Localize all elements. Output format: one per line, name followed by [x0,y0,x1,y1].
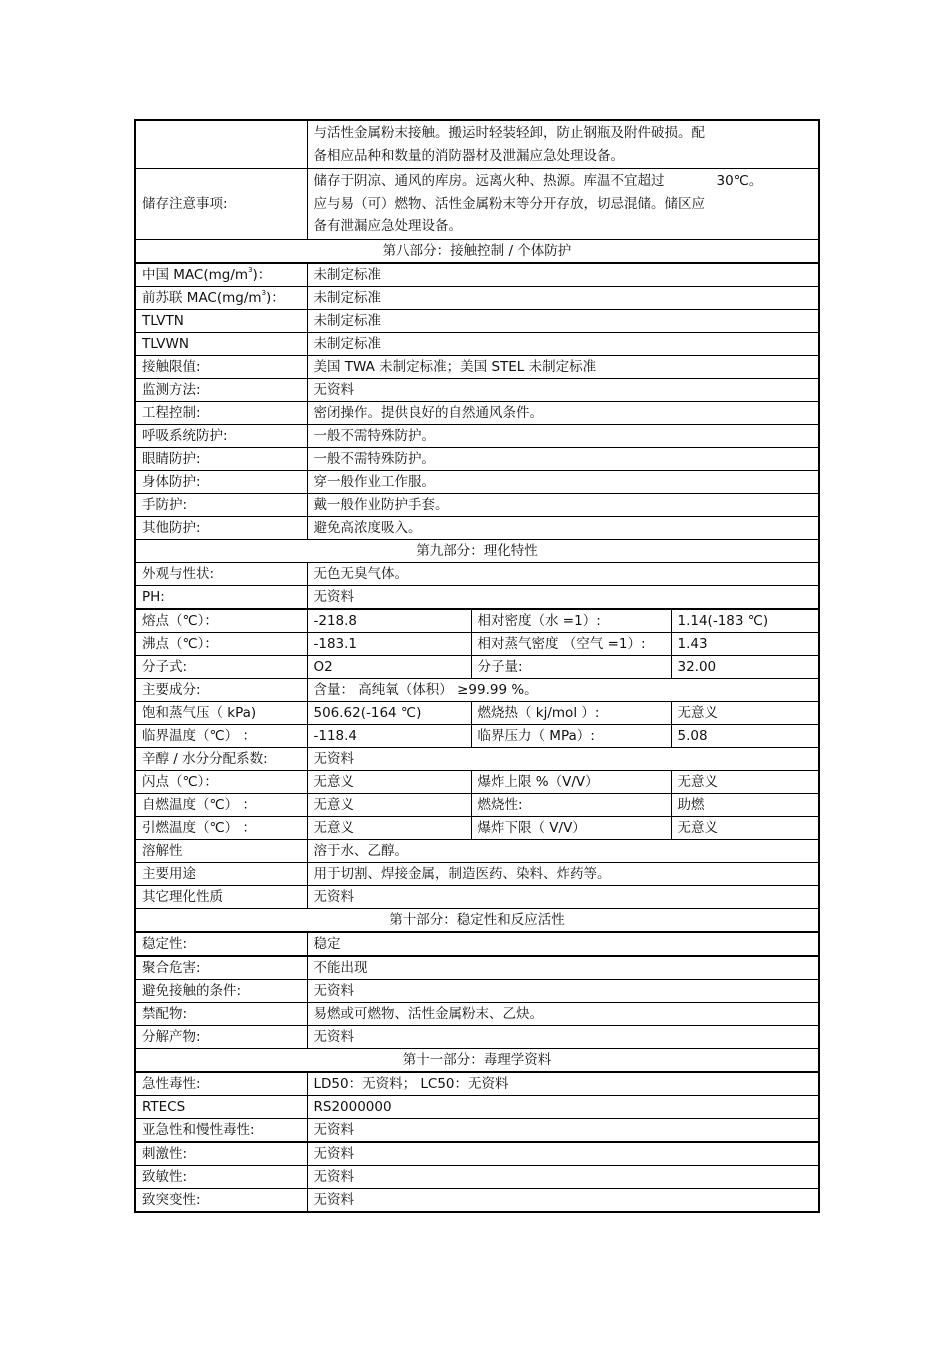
row-value: 不能出现 [307,956,819,980]
storage-row [135,169,819,240]
row-label: 稳定性: [135,932,307,956]
table-row [135,1025,819,1048]
row-value-2: 1.43 [671,632,819,655]
row-label: 引燃温度（℃） ： [135,816,307,839]
row-label: 致敏性: [135,1165,307,1188]
section11-title: 第十一部分：毒理学资料 [135,1048,819,1072]
row-value: 密闭操作。提供良好的自然通风条件。 [307,401,819,424]
row-value: O2 [307,655,471,678]
table-row [135,793,819,816]
row-label: 禁配物: [135,1002,307,1025]
row-label: 分子式: [135,655,307,678]
handling-row [135,120,819,169]
table-row [135,424,819,447]
row-label: 主要成分: [135,678,307,701]
table-row [135,1072,819,1096]
handling-line-1: 与活性金属粉末接触。搬运时轻装轻卸，防止钢瓶及附件破损。配 [313,125,705,141]
row-label-2: 分子量: [471,655,671,678]
row-label: 临界温度（℃） ： [135,724,307,747]
row-value: 用于切割、焊接金属，制造医药、染料、炸药等。 [307,862,819,885]
storage-temp: 30℃。 [716,173,763,189]
table-row [135,401,819,424]
table-row [135,678,819,701]
mac-cn-suffix: )： [252,266,272,283]
table-row [135,585,819,609]
row-label: 分解产物: [135,1025,307,1048]
mac-cn-sup: 3 [248,265,253,274]
table-row [135,655,819,678]
row-label: 工程控制: [135,401,307,424]
storage-line-2: 应与易（可）燃物、活性金属粉末等分开存放，切忌混储。储区应 [313,195,705,212]
mac-ussr-value: 未制定标准 [307,286,819,309]
table-row [135,956,819,980]
row-value: 无资料 [307,585,819,609]
row-label: 眼睛防护: [135,447,307,470]
row-label: 饱和蒸气压（ kPa) [135,701,307,724]
row-label: 监测方法: [135,378,307,401]
table-row [135,1142,819,1166]
row-value: 无意义 [307,816,471,839]
table-row [135,355,819,378]
table-row [135,1002,819,1025]
row-label: 急性毒性: [135,1072,307,1096]
row-value: 无色无臭气体。 [307,562,819,585]
row-value: LD50：无资料； LC50：无资料 [307,1072,819,1096]
table-row [135,1118,819,1142]
row-label: 溶解性 [135,839,307,862]
section10-header [135,908,819,932]
row-value: 未制定标准 [307,332,819,355]
table-row [135,816,819,839]
row-value: 无意义 [307,770,471,793]
row-value: 无资料 [307,1118,819,1142]
row-value: 穿一般作业工作服。 [307,470,819,493]
row-label: 主要用途 [135,862,307,885]
row-value-2: 无意义 [671,770,819,793]
table-row [135,724,819,747]
row-value: 易燃或可燃物、活性金属粉末、乙炔。 [307,1002,819,1025]
storage-line-3: 备有泄漏应急处理设备。 [313,218,462,234]
mac-ussr-sup: 3 [261,288,267,297]
table-row [135,862,819,885]
section9-title: 第九部分：理化特性 [135,539,819,562]
row-label: 闪点（℃）： [135,770,307,793]
row-label: 沸点（℃）： [135,632,307,655]
row-label: 自燃温度（℃） ： [135,793,307,816]
row-value: 戴一般作业防护手套。 [307,493,819,516]
row-value: RS2000000 [307,1095,819,1118]
section11-header [135,1048,819,1072]
row-value: -118.4 [307,724,471,747]
storage-label: 储存注意事项: [135,169,307,240]
row-value-2: 助燃 [671,793,819,816]
row-value: 无意义 [307,793,471,816]
table-row [135,470,819,493]
table-row [135,839,819,862]
section8-header [135,239,819,263]
row-label: TLVWN [135,332,307,355]
row-value: 美国 TWA 未制定标准；美国 STEL 未制定标准 [307,355,819,378]
row-value: 无资料 [307,979,819,1002]
row-label: 熔点（℃）： [135,609,307,633]
row-value-2: 无意义 [671,701,819,724]
row-value: 一般不需特殊防护。 [307,447,819,470]
mac-cn-value: 未制定标准 [307,263,819,287]
row-label-2: 相对密度（水 =1）: [471,609,671,633]
row-value: 无资料 [307,1188,819,1212]
row-label: 辛醇 / 水分分配系数: [135,747,307,770]
table-row [135,1188,819,1212]
row-label: PH: [135,585,307,609]
table-row [135,932,819,956]
table-row [135,979,819,1002]
row-label: 呼吸系统防护: [135,424,307,447]
mac-cn-label [135,263,307,287]
row-label: 外观与性状: [135,562,307,585]
msds-sheet [134,119,818,1213]
mac-ussr-label-text: 前苏联 MAC(mg/m [142,289,262,306]
table-row [135,332,819,355]
row-label: 亚急性和慢性毒性: [135,1118,307,1142]
table-row [135,562,819,585]
mac-cn-label-text: 中国 MAC(mg/m [142,266,249,283]
row-value: 无资料 [307,747,819,770]
handling-line-2: 备相应品种和数量的消防器材及泄漏应急处理设备。 [313,147,624,164]
row-label: 其它理化性质 [135,885,307,908]
row-value: 无资料 [307,1165,819,1188]
row-label: TLVTN [135,309,307,332]
row-value-2: 1.14(-183 ℃) [671,609,819,633]
table-row [135,747,819,770]
table-row [135,885,819,908]
row-label: 手防护: [135,493,307,516]
row-value: 无资料 [307,1025,819,1048]
section9-header [135,539,819,562]
table-row [135,309,819,332]
table-row [135,1165,819,1188]
row-label: 接触限值: [135,355,307,378]
row-label-2: 燃烧性: [471,793,671,816]
table-row [135,493,819,516]
row-value-2: 无意义 [671,816,819,839]
row-value: 稳定 [307,932,819,956]
section8-title: 第八部分：接触控制 / 个体防护 [135,239,819,263]
table-row [135,516,819,539]
mac-ussr-label [135,286,307,309]
table-row [135,286,819,309]
row-label: 刺激性: [135,1142,307,1166]
row-value: -218.8 [307,609,471,633]
storage-line-1 [314,170,813,193]
table-row [135,701,819,724]
table-row [135,609,819,633]
row-label: 聚合危害: [135,956,307,980]
row-value: 避免高浓度吸入。 [307,516,819,539]
row-label-2: 相对蒸气密度 （空气 =1）: [471,632,671,655]
row-label: 身体防护: [135,470,307,493]
storage-line-1-text: 储存于阴凉、通风的库房。远离火种、热源。库温不宜超过 [313,173,665,189]
storage-value-cell [307,169,819,240]
table-row [135,263,819,287]
row-value: 无资料 [307,1142,819,1166]
table-row [135,447,819,470]
table-row [135,770,819,793]
row-value: 无资料 [307,378,819,401]
row-value: -183.1 [307,632,471,655]
msds-table [134,119,820,1213]
row-value: 溶于水、乙醇。 [307,839,819,862]
table-row [135,1095,819,1118]
row-label-2: 临界压力（ MPa）: [471,724,671,747]
row-label-2: 爆炸上限 %（V/V） [471,770,671,793]
row-label-2: 燃烧热（ kj/mol ）: [471,701,671,724]
row-label-2: 爆炸下限（ V/V） [471,816,671,839]
row-value: 未制定标准 [307,309,819,332]
table-row [135,632,819,655]
table-row [135,378,819,401]
handling-value-cell [307,120,819,169]
row-value: 506.62(-164 ℃) [307,701,471,724]
row-value: 含量： 高纯氧（体积） ≥99.99 %。 [307,678,819,701]
section10-title: 第十部分：稳定性和反应活性 [135,908,819,932]
row-label: RTECS [135,1095,307,1118]
row-label: 致突变性: [135,1188,307,1212]
row-label: 避免接触的条件: [135,979,307,1002]
row-value-2: 5.08 [671,724,819,747]
row-value: 一般不需特殊防护。 [307,424,819,447]
mac-ussr-suffix: )： [266,289,285,306]
row-value: 无资料 [307,885,819,908]
row-label: 其他防护: [135,516,307,539]
row-value-2: 32.00 [671,655,819,678]
handling-label-cell [135,120,307,169]
